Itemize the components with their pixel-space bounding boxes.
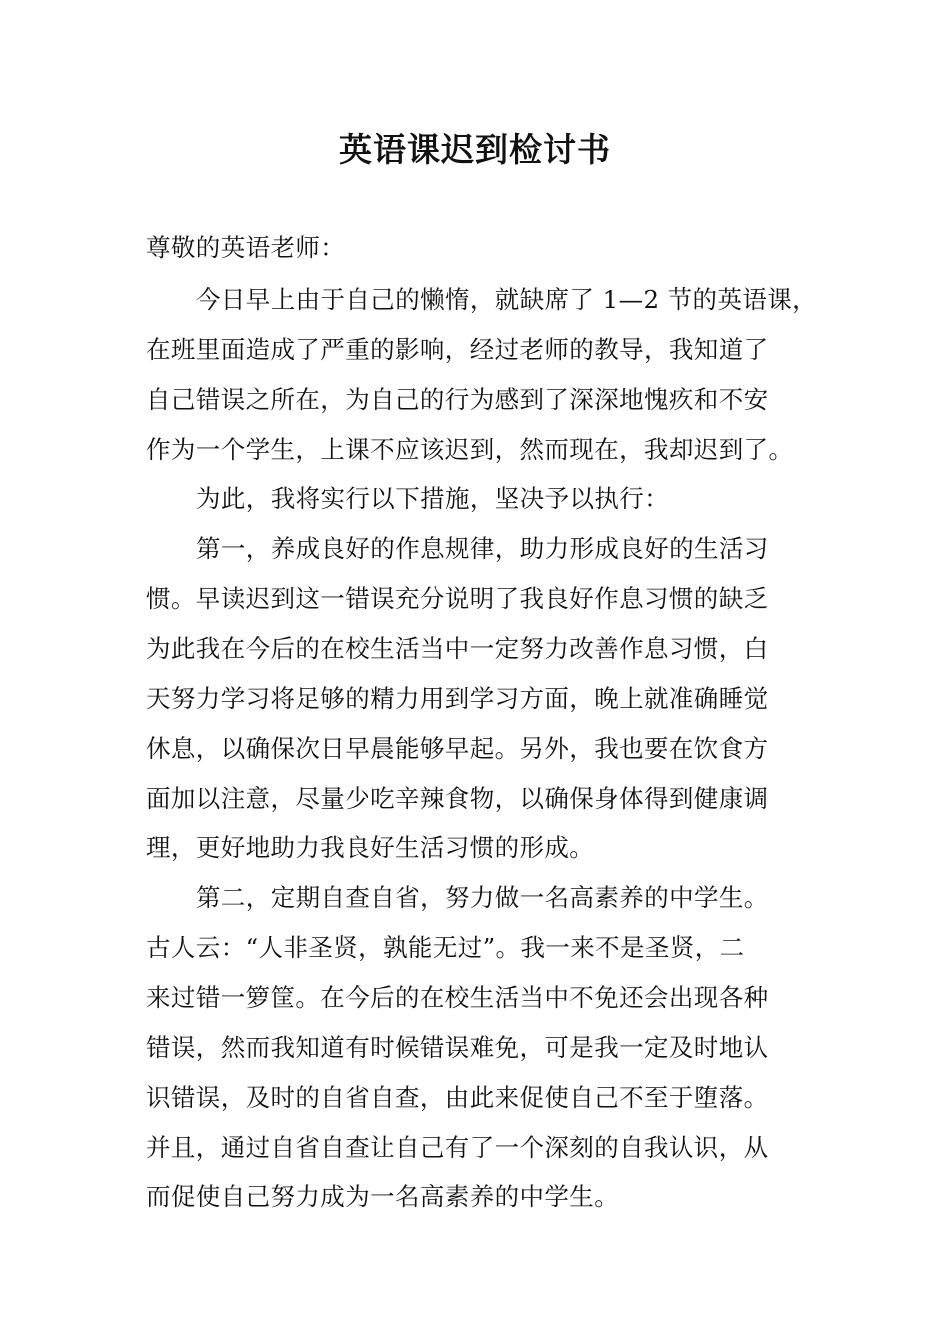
body-line: 第一，养成良好的作息规律，助力形成良好的生活习 [196,534,769,563]
body-line: 而促使自己努力成为一名高素养的中学生。 [146,1182,620,1211]
body-line: 休息，以确保次日早晨能够早起。另外，我也要在饮食方 [146,734,769,763]
body-line: 面加以注意，尽量少吃辛辣食物，以确保身体得到健康调 [146,784,769,813]
body-line: 理，更好地助力我良好生活习惯的形成。 [146,833,595,862]
body-line: 错误，然而我知道有时候错误难免，可是我一定及时地认 [146,1033,769,1062]
body-line: 在班里面造成了严重的影响，经过老师的教导，我知道了 [146,335,769,364]
body-line: 作为一个学生，上课不应该迟到，然而现在，我却迟到了。 [146,435,794,464]
body-line: 为此，我将实行以下措施，坚决予以执行： [196,484,670,513]
body-line: 天努力学习将足够的精力用到学习方面，晚上就准确睡觉 [146,684,769,713]
body-line: 来过错一箩筐。在今后的在校生活当中不免还会出现各种 [146,983,769,1012]
body-line: 今日早上由于自己的懒惰，就缺席了 1—2 节的英语课， [196,285,818,314]
body-line: 惯。早读迟到这一错误充分说明了我良好作息习惯的缺乏 [146,584,769,613]
body-line: 识错误，及时的自省自查，由此来促使自己不至于堕落。 [146,1083,769,1112]
body-line: 古人云：“人非圣贤，孰能无过”。我一来不是圣贤，二 [146,933,745,962]
body-line: 第二，定期自查自省，努力做一名高素养的中学生。 [196,883,769,912]
body-line: 为此我在今后的在校生活当中一定努力改善作息习惯，白 [146,634,769,663]
body-line: 并且，通过自省自查让自己有了一个深刻的自我认识，从 [146,1133,769,1162]
body-line: 自己错误之所在，为自己的行为感到了深深地愧疚和不安 [146,385,769,414]
document-title: 英语课迟到检讨书 [339,130,611,169]
salutation: 尊敬的英语老师： [146,233,346,262]
